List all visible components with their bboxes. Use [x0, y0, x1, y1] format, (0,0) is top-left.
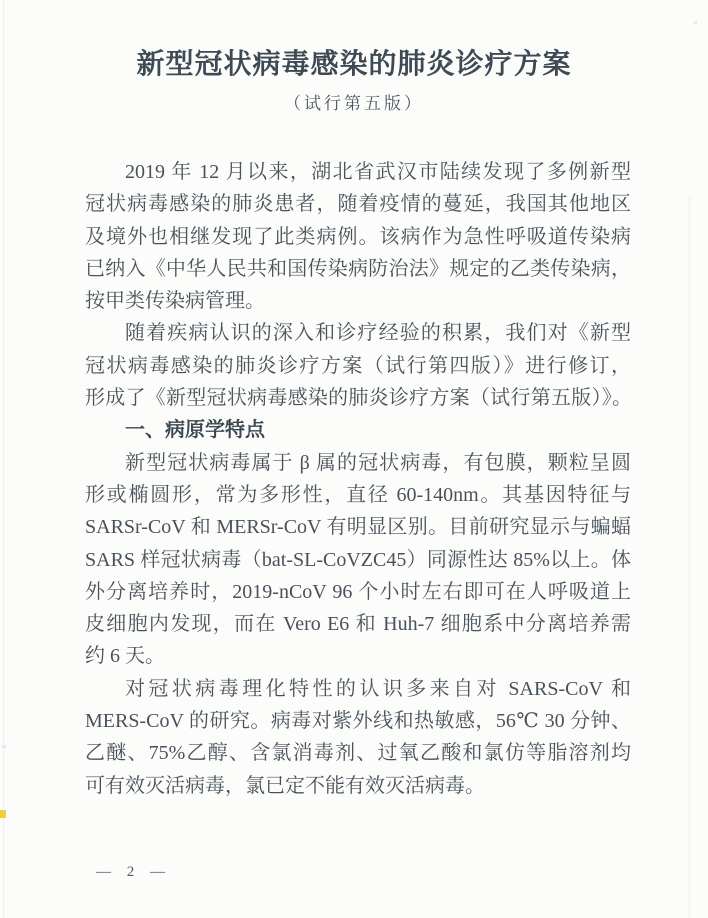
text-line: 冠状病毒感染的肺炎诊疗方案（试行第四版）》进行修订， — [85, 354, 631, 377]
scan-artifact-yellow-mark — [0, 810, 6, 818]
scan-edge-line-right — [688, 195, 691, 918]
scan-artifact-gray-speck — [694, 21, 697, 24]
text-line: 皮细胞内发现，而在 Vero E6 和 Huh-7 细胞系中分离培养需 — [85, 613, 631, 636]
text-line: 已纳入《中华人民共和国传染病防治法》规定的乙类传染病， — [85, 257, 631, 280]
document-subtitle: （试行第五版） — [284, 94, 424, 113]
scan-edge-line-left — [3, 0, 4, 918]
text-line: MERS-CoV 的研究。病毒对紫外线和热敏感，56℃ 30 分钟、 — [85, 710, 631, 733]
document-title: 新型冠状病毒感染的肺炎诊疗方案 — [136, 49, 572, 80]
text-line: 乙醚、75%乙醇、含氯消毒剂、过氧乙酸和氯仿等脂溶剂均 — [85, 742, 631, 765]
text-line: 及境外也相继发现了此类病例。该病作为急性呼吸道传染病 — [85, 225, 631, 248]
text-line: 形成了《新型冠状病毒感染的肺炎诊疗方案（试行第五版）》。 — [85, 387, 631, 410]
text-line: 按甲类传染病管理。 — [85, 290, 265, 313]
text-line: 2019 年 12 月以来，湖北省武汉市陆续发现了多例新型 — [125, 161, 631, 183]
text-line: SARSr-CoV 和 MERSr-CoV 有明显区别。目前研究显示与蝙蝠 — [85, 516, 631, 539]
text-line: 对冠状病毒理化特性的认识多来自对 SARS-CoV 和 — [125, 677, 631, 700]
text-line: 可有效灭活病毒，氯已定不能有效灭活病毒。 — [85, 774, 485, 797]
text-line: 随着疾病认识的深入和诊疗经验的积累，我们对《新型 — [125, 322, 631, 345]
text-line: SARS 样冠状病毒（bat-SL-CoVZC45）同源性达 85%以上。体 — [85, 548, 631, 571]
scan-artifact-cyan-speck — [2, 745, 6, 748]
text-line: 外分离培养时，2019-nCoV 96 个小时左右即可在人呼吸道上 — [85, 580, 631, 603]
document-body — [85, 156, 631, 802]
page-number: — 2 — — [96, 864, 171, 880]
text-line: 形或椭圆形，常为多形性，直径 60-140nm。其基因特征与 — [85, 483, 631, 506]
text-line: 约 6 天。 — [85, 645, 165, 668]
text-line: 新型冠状病毒属于 β 属的冠状病毒，有包膜，颗粒呈圆 — [125, 451, 631, 474]
section-heading: 一、病原学特点 — [125, 419, 265, 442]
text-line: 冠状病毒感染的肺炎患者，随着疫情的蔓延，我国其他地区 — [85, 193, 631, 216]
